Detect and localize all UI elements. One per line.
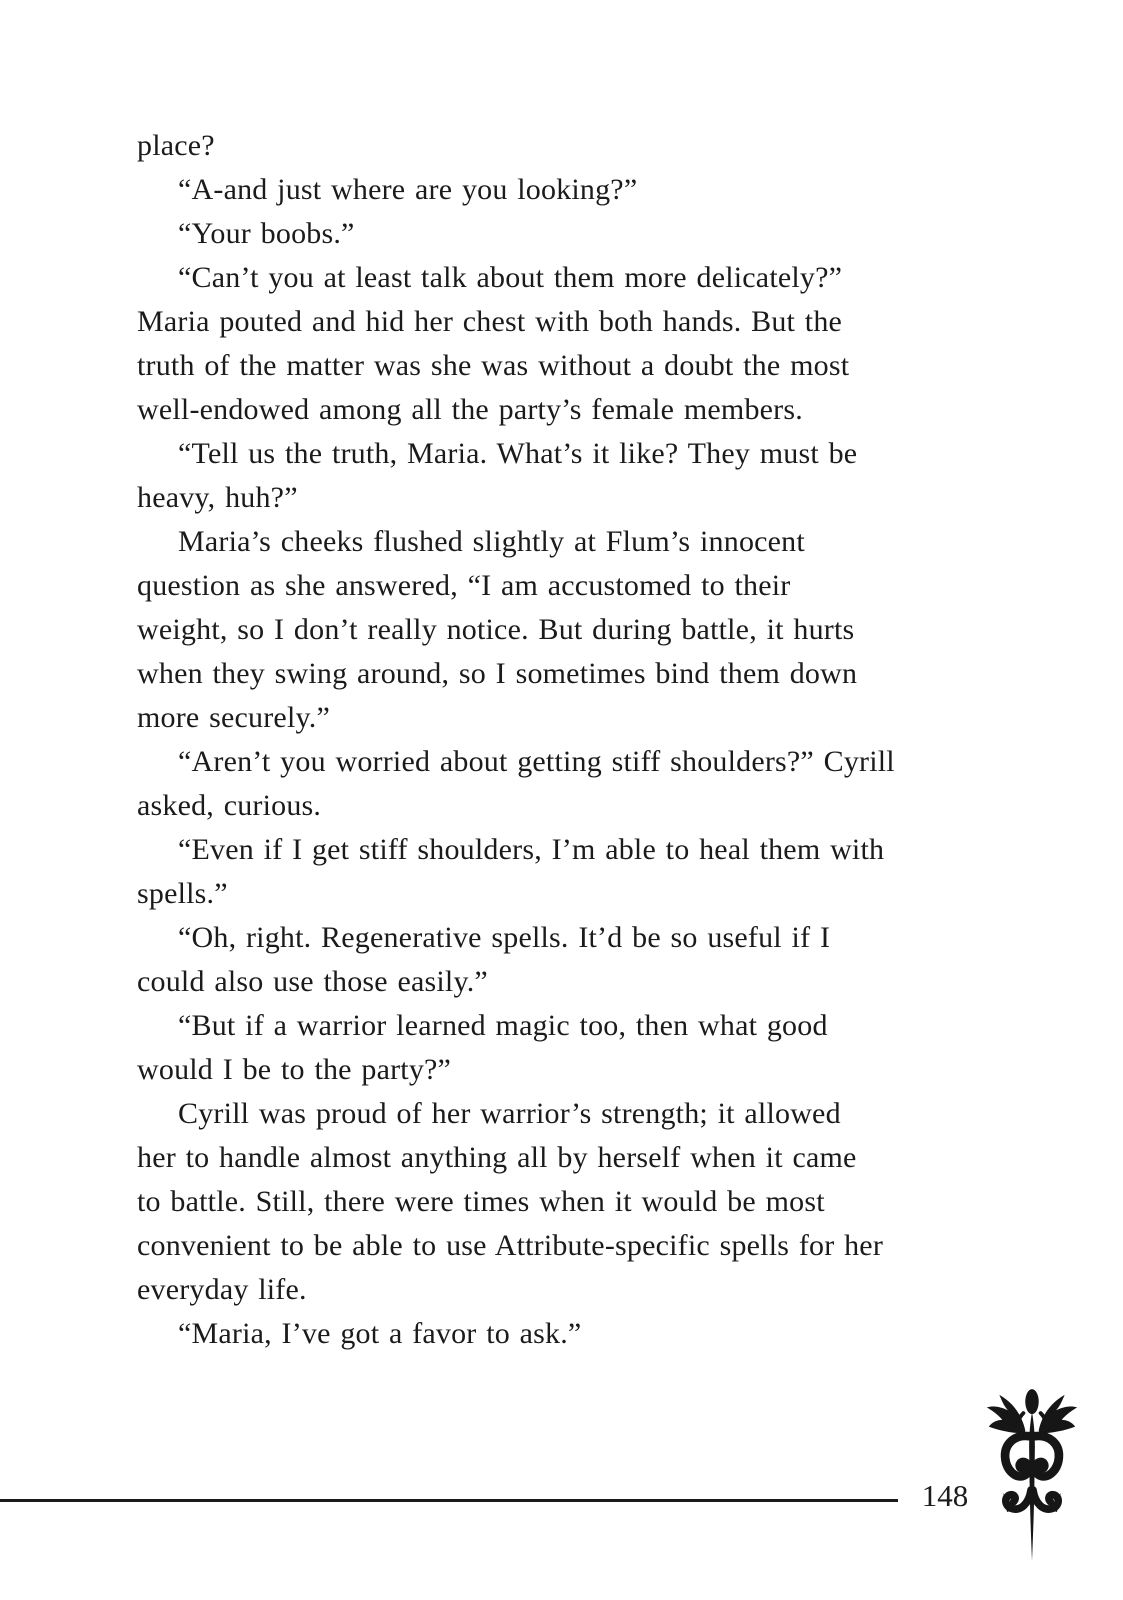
paragraph: “Oh, right. Regenerative spells. It’d be so useful if I could also use those easily.” xyxy=(137,921,831,998)
page-number: 148 xyxy=(921,1478,969,1513)
winged-dagger-ornament-icon xyxy=(984,1388,1080,1566)
paragraph: “Maria, I’ve got a favor to ask.” xyxy=(178,1317,582,1350)
paragraph: “Can’t you at least talk about them more delicately?” Maria pouted and hid her chest with both hands. But the truth of the matter was she was without a doubt the most well-endowed among all the party’s female members. xyxy=(137,261,850,426)
paragraph: Maria’s cheeks flushed slightly at Flum’s innocent question as she answered, “I am accustomed to their weight, so I don’t really notice. But during battle, it hurts when they swing around, so I sometimes bind them down more securely.” xyxy=(137,525,858,734)
footer-rule xyxy=(0,1499,898,1502)
paragraph: “Even if I get stiff shoulders, I’m able to heal them with spells.” xyxy=(137,833,885,910)
paragraph: “A-and just where are you looking?” xyxy=(178,173,638,206)
paragraph: “But if a warrior learned magic too, then what good would I be to the party?” xyxy=(137,1009,828,1086)
paragraph: “Aren’t you worried about getting stiff shoulders?” Cyrill asked, curious. xyxy=(137,745,895,822)
paragraph: “Tell us the truth, Maria. What’s it like? They must be heavy, huh?” xyxy=(137,437,858,514)
paragraph: place? xyxy=(137,129,215,162)
paragraph: “Your boobs.” xyxy=(178,217,355,250)
paragraph: Cyrill was proud of her warrior’s strength; it allowed her to handle almost anything all by herself when it came to battle. Still, there were times when it would be most convenient to be able to use Attribute-specific spells for her everyday life. xyxy=(137,1097,884,1306)
page-text xyxy=(137,124,1037,1356)
